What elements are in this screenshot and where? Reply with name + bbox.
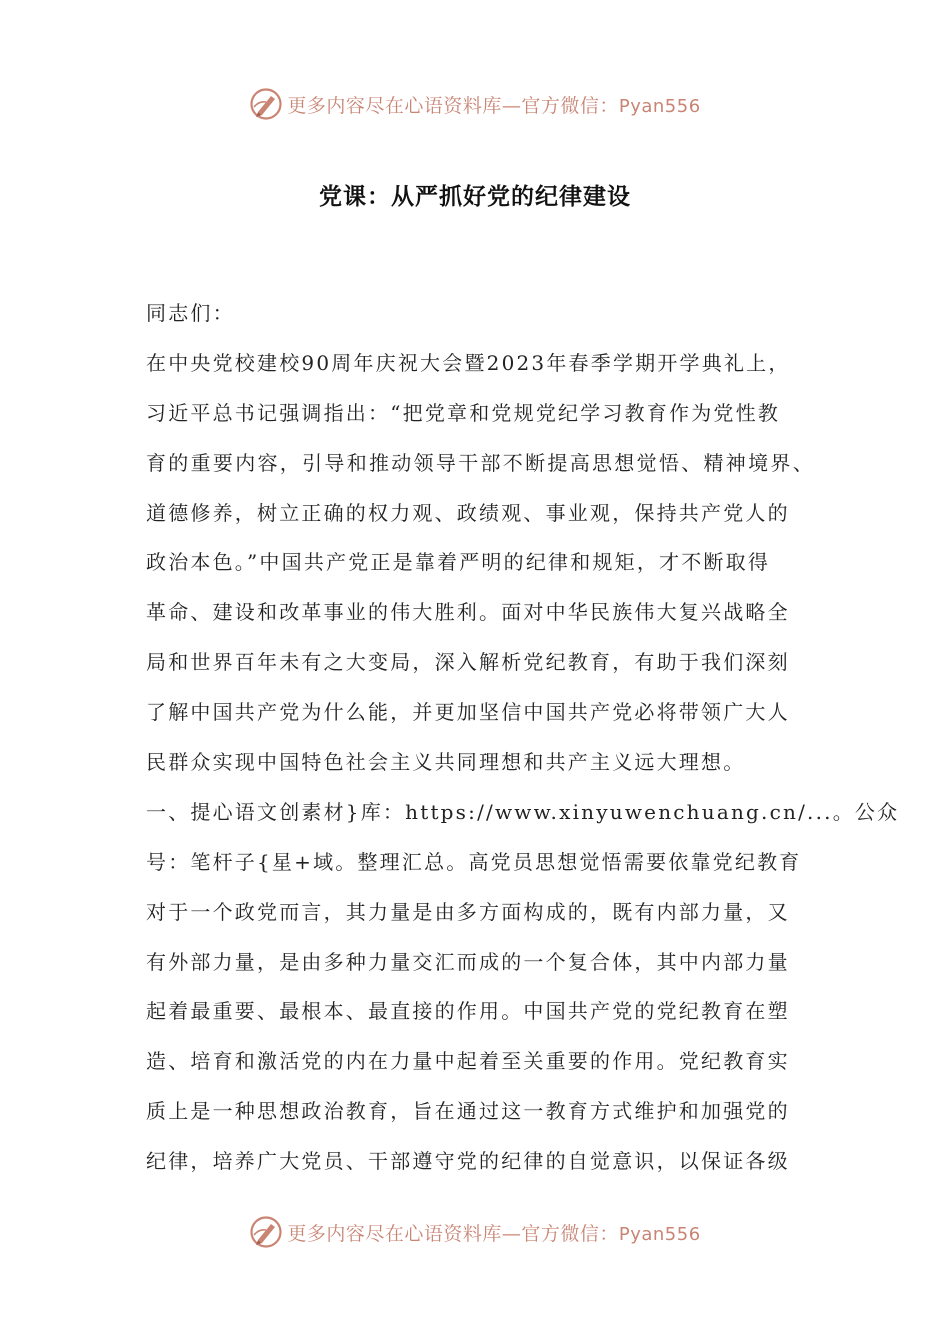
body-line: 局和世界百年未有之大变局，深入解析党纪教育，有助于我们深刻 [146, 650, 790, 675]
body-line: 对于一个政党而言，其力量是由多方面构成的，既有内部力量，又 [146, 899, 790, 924]
watermark-text: 更多内容尽在心语资料库—官方微信：Pyan556 [287, 1222, 701, 1245]
body-line: 道德修养，树立正确的权力观、政绩观、事业观，保持共产党人的 [146, 500, 790, 525]
body-line: 号：笔杆子{星+域。整理汇总。高党员思想觉悟需要依靠党纪教育 [146, 849, 802, 874]
watermark-banner-bottom [0, 1210, 950, 1254]
body-line: 政治本色。”中国共产党正是靠着严明的纪律和规矩，才不断取得 [146, 550, 771, 575]
body-line: 一、提心语文创素材}库：https://www.xinyuwenchuang.cn/...。公众 [146, 799, 900, 824]
body-line: 有外部力量，是由多种力量交汇而成的一个复合体，其中内部力量 [146, 949, 790, 974]
body-line: 同志们： [146, 301, 235, 325]
body-line: 起着最重要、最根本、最直接的作用。中国共产党的党纪教育在塑 [146, 999, 790, 1024]
body-line: 在中央党校建校90周年庆祝大会暨2023年春季学期开学典礼上， [146, 350, 791, 375]
body-line: 纪律，培养广大党员、干部遵守党的纪律的自觉意识，以保证各级 [146, 1149, 790, 1174]
pen-logo-icon [249, 87, 283, 121]
document-body [146, 293, 900, 1191]
page-title: 党课：从严抓好党的纪律建设 [319, 183, 631, 210]
watermark-banner-top [0, 82, 950, 126]
body-line: 育的重要内容，引导和推动领导干部不断提高思想觉悟、精神境界、 [146, 450, 815, 475]
body-line: 革命、建设和改革事业的伟大胜利。面对中华民族伟大复兴战略全 [146, 600, 790, 625]
pen-logo-icon [249, 1215, 283, 1249]
body-line: 了解中国共产党为什么能，并更加坚信中国共产党必将带领广大人 [146, 700, 790, 725]
body-line: 质上是一种思想政治教育，旨在通过这一教育方式维护和加强党的 [146, 1099, 790, 1124]
body-line: 造、培育和激活党的内在力量中起着至关重要的作用。党纪教育实 [146, 1049, 790, 1074]
wechat-id: Pyan556 [618, 95, 701, 117]
body-line: 习近平总书记强调指出：“把党章和党规党纪学习教育作为党性教 [146, 400, 781, 425]
watermark-text: 更多内容尽在心语资料库—官方微信：Pyan556 [287, 94, 701, 117]
wechat-id: Pyan556 [618, 1223, 701, 1245]
body-line: 民群众实现中国特色社会主义共同理想和共产主义远大理想。 [146, 750, 746, 775]
